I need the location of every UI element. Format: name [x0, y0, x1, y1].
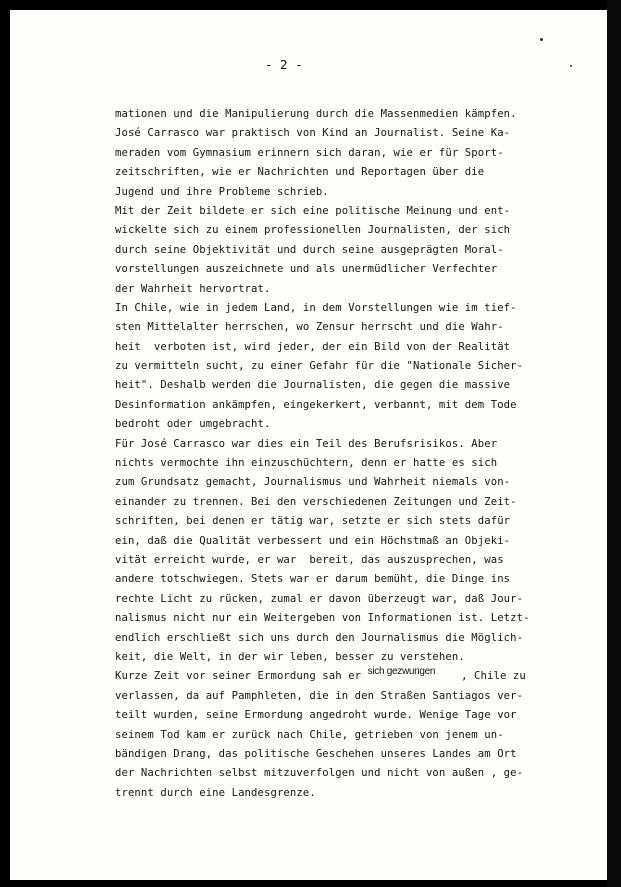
text-line: zu vermitteln sucht, zu einer Gefahr für die "Nationale Sicher-	[115, 360, 524, 373]
text-line: In Chile, wie in jedem Land, in dem Vorstellungen wie im tief-	[115, 301, 517, 314]
text-line: mationen und die Manipulierung durch die Massenmedien kämpfen.	[115, 108, 517, 120]
text-line: seinem Tod kam er zurück nach Chile, getrieben von jenem un-	[115, 728, 504, 741]
scan-speck	[540, 38, 543, 41]
text-line: José Carrasco war praktisch von Kind an Journalist. Seine Ka-	[115, 127, 511, 140]
text-line: Mit der Zeit bildete er sich eine politische Meinung und ent-	[115, 204, 511, 217]
text-line: nichts vermochte ihn einzuschüchtern, denn er hatte es sich	[115, 457, 498, 470]
text-line: durch seine Objektivität und durch seine ausgeprägten Moral-	[115, 243, 504, 256]
document-page	[10, 10, 607, 880]
text-line: der Wahrheit hervortrat.	[115, 282, 271, 295]
text-line: keit, die Welt, in der wir leben, besser zu verstehen.	[115, 650, 465, 663]
text-line: endlich erschließt sich uns durch den Journalismus die Möglich-	[115, 631, 524, 644]
text-line: wickelte sich zu einem professionellen Journalisten, der sich	[115, 224, 511, 237]
text-line: zum Grundsatz gemacht, Journalismus und Wahrheit niemals von-	[115, 476, 511, 489]
text-line	[115, 667, 545, 686]
text-segment: , Chile zu	[435, 670, 526, 683]
text-line: andere totschwiegen. Stets war er darum bemüht, die Dinge ins	[115, 573, 511, 586]
text-line: heit". Deshalb werden die Journalisten, die gegen die massive	[115, 379, 511, 392]
text-line: ein, daß die Qualität verbessert und ein Höchstmaß an Objeki-	[115, 534, 511, 547]
text-line: nalismus nicht nur ein Weitergeben von Informationen ist. Letzt-	[115, 612, 530, 625]
text-segment: Kurze Zeit vor seiner Ermordung sah er	[115, 670, 368, 683]
text-line: vität erreicht wurde, er war bereit, das auszusprechen, was	[115, 553, 504, 566]
text-line: teilt wurden, seine Ermordung angedroht wurde. Wenige Tage vor	[115, 709, 517, 722]
body-text	[115, 105, 545, 803]
page-number: - 2 -	[265, 57, 303, 72]
text-line: vorstellungen auszeichnete und als unermüdlicher Verfechter	[115, 263, 498, 276]
text-line: heit verboten ist, wird jeder, der ein Bild von der Realität	[115, 340, 511, 353]
text-line: bedroht oder umgebracht.	[115, 418, 271, 431]
text-line: Jugend und ihre Probleme schrieb.	[115, 185, 329, 198]
text-line: verlassen, da auf Pamphleten, die in den Straßen Santiagos ver-	[115, 689, 524, 702]
handwritten-insert: sich gezwungen	[367, 666, 436, 678]
text-line: Für José Carrasco war dies ein Teil des Berufsrisikos. Aber	[115, 437, 498, 450]
scan-border	[607, 0, 621, 887]
text-line: trennt durch eine Landesgrenze.	[115, 786, 316, 799]
text-line: bändigen Drang, das politische Geschehen unseres Landes am Ort	[115, 747, 517, 760]
text-line: der Nachrichten selbst mitzuverfolgen und nicht von außen , ge-	[115, 767, 524, 780]
text-line: sten Mittelalter herrschen, wo Zensur herrscht und die Wahr-	[115, 321, 504, 334]
text-line: meraden vom Gymnasium erinnern sich daran, wie er für Sport-	[115, 146, 504, 159]
text-line: rechte Licht zu rücken, zumal er davon überzeugt war, daß Jour-	[115, 592, 524, 605]
text-line: einander zu trennen. Bei den verschiedenen Zeitungen und Zeit-	[115, 495, 517, 508]
scan-speck	[570, 65, 572, 67]
text-line: zeitschriften, wie er Nachrichten und Reportagen über die	[115, 166, 485, 179]
text-line: schriften, bei denen er tätig war, setzte er sich stets dafür	[115, 515, 511, 528]
text-line: Desinformation ankämpfen, eingekerkert, verbannt, mit dem Tode	[115, 398, 517, 411]
